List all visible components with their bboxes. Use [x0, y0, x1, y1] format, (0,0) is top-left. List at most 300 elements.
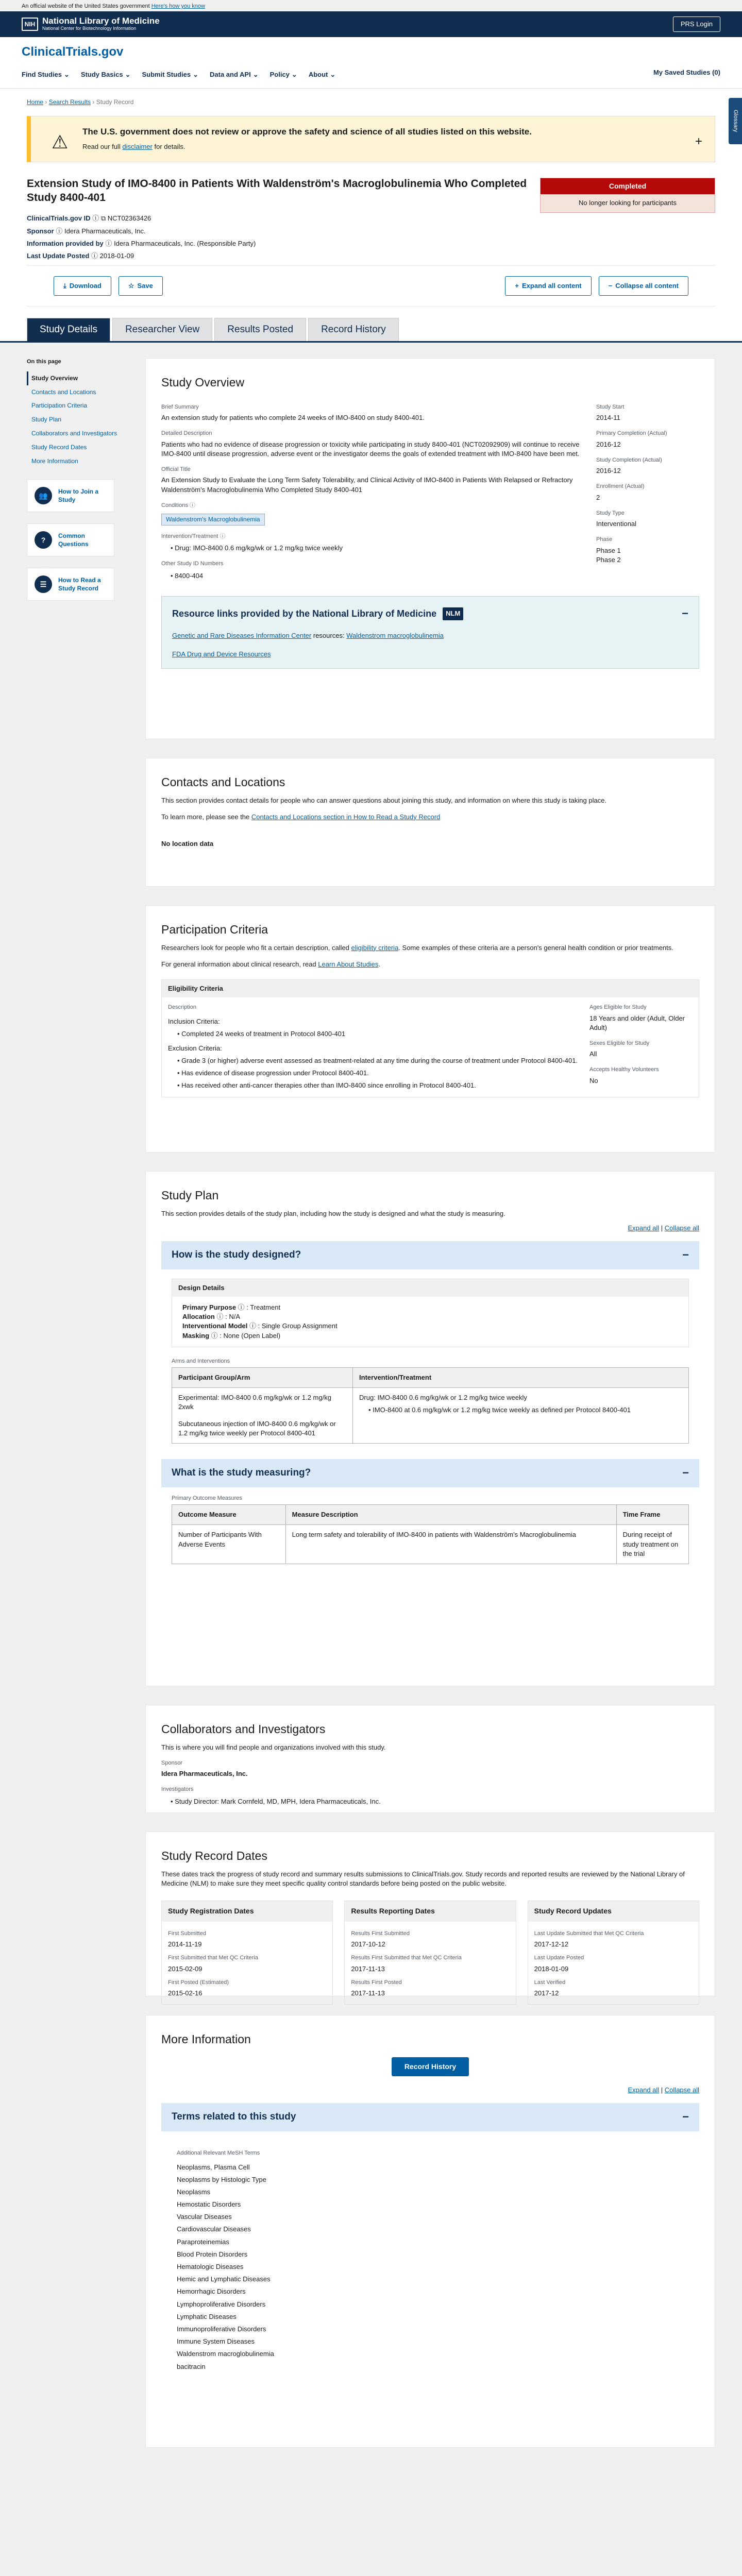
date-value: 2017-12-12	[534, 1940, 569, 1948]
list-item: Neoplasms, Plasma Cell	[177, 2163, 250, 2171]
list-item: Hemostatic Disorders	[177, 2200, 241, 2209]
exclusion-item: • Has received other anti-cancer therapies other than IMO-8400 since enrolling in Protocol 8400-401.	[177, 1081, 476, 1090]
nlm-logo-icon: NLM	[443, 607, 463, 620]
plan-intro: This section provides details of the study plan, including how the study is designed and what the study is measuring.	[161, 1209, 505, 1217]
table-header: Time Frame	[616, 1505, 688, 1525]
terms-list	[161, 2131, 699, 2382]
alert-body-suffix: for details.	[154, 142, 185, 150]
info-icon[interactable]: ⓘ	[91, 251, 98, 260]
nav-find-studies[interactable]	[22, 70, 70, 79]
date-value: 2014-11-19	[168, 1940, 202, 1948]
nav-label: Policy	[269, 70, 290, 78]
saved-studies-link[interactable]: My Saved Studies (0)	[653, 69, 720, 76]
date-value: 2015-02-16	[168, 1989, 203, 1997]
exclusion-label: Exclusion Criteria:	[168, 1044, 222, 1052]
help-join-study[interactable]	[27, 479, 114, 512]
help-label: Common Questions	[58, 532, 89, 548]
design-value: None (Open Label)	[223, 1331, 281, 1340]
field-label: Arms and Interventions	[172, 1358, 230, 1364]
table-cell	[172, 1388, 353, 1444]
question-icon: ?	[35, 531, 52, 549]
gov-banner-text: An official website of the United States government	[22, 3, 150, 9]
record-history-button[interactable]: Record History	[392, 2057, 469, 2077]
sidenav-item-more[interactable]: More Information	[31, 457, 78, 465]
arm-intervention-item: • IMO-8400 at 0.6 mg/kg/wk or 1.2 mg/kg twice weekly as defined per Protocol 8400-401	[368, 1406, 631, 1414]
arms-table	[172, 1367, 689, 1444]
field-value: 2014-11	[596, 413, 620, 421]
date-column-title: Study Registration Dates	[162, 1901, 332, 1922]
terms-accordion[interactable]	[161, 2103, 699, 2131]
investigator-text: Study Director: Mark Cornfeld, MD, MPH, Idera Pharmaceuticals, Inc.	[175, 1797, 381, 1805]
contacts-intro: This section provides contact details for people who can answer questions about joining this study, and information on where this study is taking place.	[161, 796, 607, 804]
measure-heading: What is the study measuring?	[172, 1467, 311, 1479]
disclaimer-link[interactable]: disclaimer	[122, 142, 153, 150]
chevron-down-icon: ⌄	[125, 70, 131, 78]
official-title: An Extension Study to Evaluate the Long Term Safety Tolerability, and Clinical Activity of IMO-8400 in Patients With Relapsed or Refractory Waldenström's Macroglobulinemia Who Completed Study 8400-401	[161, 476, 573, 494]
field-label: Additional Relevant MeSH Terms	[177, 2150, 260, 2157]
date-value: 2017-12	[534, 1989, 559, 1997]
date-column-body	[345, 1922, 515, 2005]
list-item: bacitracin	[177, 2362, 206, 2370]
arm-intervention: Drug: IMO-8400 0.6 mg/kg/wk or 1.2 mg/kg twice weekly	[359, 1394, 527, 1402]
list-item: Lymphatic Diseases	[177, 2312, 237, 2320]
collapse-all-link[interactable]: Collapse all	[664, 2086, 699, 2094]
field-label: Sexes Eligible for Study	[589, 1040, 650, 1046]
sidenav-item-dates[interactable]: Study Record Dates	[31, 443, 87, 451]
status-badge	[540, 178, 715, 213]
section-heading: More Information	[161, 2032, 251, 2046]
info-icon[interactable]: ⓘ	[92, 214, 99, 223]
expand-all-button[interactable]	[505, 276, 591, 296]
collaborators-section	[145, 1705, 715, 1813]
nav-about[interactable]	[309, 70, 335, 79]
field-value: Phase 2	[596, 556, 621, 564]
nav-label: Find Studies	[22, 70, 62, 78]
eligibility-link[interactable]: eligibility criteria	[351, 943, 399, 952]
sidenav	[27, 358, 145, 2576]
overview-left	[161, 396, 581, 581]
plan-expand-collapse: Expand all | Collapse all	[628, 1224, 699, 1232]
section-heading: Collaborators and Investigators	[161, 1722, 326, 1736]
field-value: All	[589, 1050, 597, 1058]
contacts-learn	[161, 812, 699, 822]
expand-collapse-group	[505, 276, 688, 296]
collapse-label: Collapse all content	[615, 281, 679, 290]
other-id-item: • 8400-404	[171, 571, 204, 580]
collapse-minus-icon: −	[682, 2110, 689, 2124]
list-item: Waldenstrom macroglobulinemia	[177, 2350, 274, 2358]
expand-all-link[interactable]: Expand all	[628, 2086, 660, 2094]
ct-header	[0, 37, 742, 89]
design-accordion[interactable]	[161, 1241, 699, 1269]
intervention-label: Intervention/Treatment	[161, 533, 218, 539]
field-label: Other Study ID Numbers	[161, 561, 224, 567]
field-value: No	[589, 1076, 598, 1084]
field-label: Primary Outcome Measures	[172, 1495, 242, 1501]
nlm-logo[interactable]	[22, 16, 160, 32]
collapse-all-button[interactable]	[599, 276, 688, 296]
plus-icon: +	[515, 281, 519, 290]
design-label: Interventional Model	[182, 1322, 248, 1330]
nav-submit-studies[interactable]	[142, 70, 198, 79]
save-icon: ☆	[128, 281, 134, 290]
study-meta	[27, 214, 715, 261]
sponsor-row	[27, 227, 715, 236]
learn-about-studies-link[interactable]: Learn About Studies	[318, 960, 379, 968]
sidenav-heading: On this page	[27, 359, 61, 365]
design-row: Primary Purpose ⓘ : Treatment	[182, 1303, 281, 1311]
date-value: 2017-10-12	[351, 1940, 385, 1948]
list-item: Blood Protein Disorders	[177, 2250, 248, 2258]
list-item: Vascular Diseases	[177, 2213, 232, 2221]
investigator-item: • Study Director: Mark Cornfeld, MD, MPH, Idera Pharmaceuticals, Inc.	[171, 1797, 381, 1805]
chevron-down-icon: ⌄	[64, 70, 70, 78]
table-header: Intervention/Treatment	[353, 1368, 689, 1388]
last-update-label: Last Update Posted	[27, 251, 90, 260]
arm-intervention-text: IMO-8400 at 0.6 mg/kg/wk or 1.2 mg/kg twice weekly as defined per Protocol 8400-401	[373, 1406, 631, 1414]
arm-description: Subcutaneous injection of IMO-8400 0.6 mg/kg/wk or 1.2 mg/kg twice weekly per Protocol 8400-401	[178, 1419, 336, 1437]
field-label: Brief Summary	[161, 403, 199, 410]
table-header: Measure Description	[285, 1505, 616, 1525]
info-icon[interactable]: ⓘ	[238, 1303, 245, 1311]
eligibility-heading: Eligibility Criteria	[162, 980, 699, 997]
date-column-body	[162, 1922, 332, 2005]
more-expand-collapse: Expand all | Collapse all	[628, 2086, 699, 2094]
fda-link[interactable]: FDA Drug and Device Resources	[172, 650, 271, 658]
date-label: Results First Posted	[351, 1979, 402, 1986]
alert-title: The U.S. government does not review or approve the safety and science of all studies listed on this website.	[82, 126, 532, 137]
sidenav-item-contacts[interactable]: Contacts and Locations	[31, 388, 96, 396]
glossary-tab[interactable]: Glossary	[729, 98, 742, 144]
field-label: Study Type	[596, 510, 625, 516]
date-value: 2018-01-09	[534, 1964, 569, 1973]
resource-heading-text: Resource links provided by the National Library of Medicine	[172, 608, 437, 619]
waldenstrom-link[interactable]: Waldenstrom macroglobulinemia	[346, 631, 444, 639]
design-row: Allocation ⓘ : N/A	[182, 1313, 240, 1321]
section-heading: Participation Criteria	[161, 923, 268, 937]
field-label: Enrollment (Actual)	[596, 483, 645, 490]
info-icon[interactable]: ⓘ	[105, 239, 112, 247]
info-icon[interactable]: ⓘ	[56, 227, 63, 235]
chevron-down-icon: ⌄	[252, 70, 259, 78]
date-label: First Submitted that Met QC Criteria	[168, 1955, 258, 1961]
section-heading: Contacts and Locations	[161, 775, 285, 789]
design-row: Masking ⓘ : None (Open Label)	[182, 1331, 281, 1340]
brief-summary: An extension study for patients who complete 24 weeks of IMO-8400 on study 8400-401.	[161, 413, 425, 421]
list-item: Hematologic Diseases	[177, 2263, 244, 2271]
expand-label: Expand all content	[522, 281, 582, 290]
eligibility-body	[162, 997, 699, 1097]
terms-heading: Terms related to this study	[172, 2111, 296, 2123]
study-header	[0, 162, 742, 265]
last-update-value: 2018-01-09	[99, 251, 134, 260]
table-header: Participant Group/Arm	[172, 1368, 353, 1388]
info-icon[interactable]: ⓘ	[249, 1322, 257, 1330]
section-heading: Study Overview	[161, 376, 245, 389]
design-details-body	[172, 1297, 688, 1347]
tab-record-history[interactable]: Record History	[308, 318, 399, 342]
resource-heading	[172, 606, 688, 622]
info-provided-label: Information provided by	[27, 239, 104, 247]
field-label	[161, 533, 581, 540]
nav-study-basics[interactable]	[81, 70, 131, 79]
detailed-description: Patients who had no evidence of disease progression or toxicity while participating in study 8400-401 (NCT02092909) will continue to receive IMO-8400 until disease progression, adverse event or the investigator deems the goals of extended treatment with IMO-8400 have been met.	[161, 440, 580, 457]
design-row: Interventional Model ⓘ : Single Group Assignment	[182, 1322, 338, 1330]
field-label: Accepts Healthy Volunteers	[589, 1066, 659, 1073]
table-cell: During receipt of study treatment on the trial	[616, 1525, 688, 1564]
date-column-title: Results Reporting Dates	[345, 1901, 515, 1922]
action-bar	[27, 265, 715, 307]
expand-all-link[interactable]: Expand all	[628, 1224, 660, 1232]
exclusion-text: Has evidence of disease progression under Protocol 8400-401.	[181, 1069, 369, 1077]
date-label: First Submitted	[168, 1930, 206, 1937]
overview-right	[596, 396, 699, 581]
download-label: Download	[69, 281, 102, 290]
outcome-table	[172, 1504, 689, 1564]
table-row	[172, 1388, 689, 1444]
other-id: 8400-404	[175, 571, 204, 580]
list-item: Cardiovascular Diseases	[177, 2225, 251, 2233]
sidenav-item-collaborators[interactable]: Collaborators and Investigators	[31, 429, 117, 437]
field-value: 2016-12	[596, 440, 621, 448]
info-icon[interactable]: ⓘ	[190, 502, 196, 509]
inclusion-item: • Completed 24 weeks of treatment in Protocol 8400-401	[177, 1029, 346, 1038]
help-label: How to Join a Study	[58, 487, 98, 504]
status-label: Completed	[541, 178, 715, 195]
save-label: Save	[137, 281, 153, 290]
collapse-minus-icon: −	[682, 1466, 689, 1480]
date-column	[528, 1901, 699, 2005]
list-item: Immunoproliferative Disorders	[177, 2325, 266, 2333]
resource-line	[172, 631, 688, 640]
nlm-subtitle: National Center for Biotechnology Information	[42, 26, 137, 31]
criteria-general	[161, 960, 699, 969]
record-dates-section	[145, 1832, 715, 1996]
arms-block	[161, 1358, 699, 1444]
collab-sponsor: Idera Pharmaceuticals, Inc.	[161, 1770, 248, 1778]
eligibility-right	[589, 1004, 693, 1091]
field-label: Description	[168, 1004, 197, 1011]
arm-name: Experimental: IMO-8400 0.6 mg/kg/wk or 1.2 mg/kg 2xwk	[178, 1394, 331, 1411]
criteria-intro-prefix: Researchers look for people who fit a certain description, called	[161, 943, 349, 952]
alert-body-prefix: Read our full	[82, 142, 121, 150]
nav-label: Submit Studies	[142, 70, 191, 78]
design-heading: How is the study designed?	[172, 1249, 301, 1261]
minus-icon: −	[608, 281, 613, 290]
intervention-text: Drug: IMO-8400 0.6 mg/kg/wk or 1.2 mg/kg twice weekly	[175, 544, 343, 552]
tab-results-posted[interactable]: Results Posted	[214, 318, 306, 342]
info-provided-row	[27, 239, 715, 248]
help-read-record[interactable]	[27, 568, 114, 601]
list-item: Lymphoproliferative Disorders	[177, 2300, 266, 2308]
help-common-questions[interactable]	[27, 523, 114, 556]
list-item: Hemic and Lymphatic Diseases	[177, 2275, 271, 2283]
contacts-learn-prefix: To learn more, please see the	[161, 812, 250, 821]
intervention-item: • Drug: IMO-8400 0.6 mg/kg/wk or 1.2 mg/kg twice weekly	[171, 544, 343, 552]
content	[145, 358, 715, 2576]
contacts-learn-link[interactable]: Contacts and Locations section in How to Read a Study Record	[251, 812, 441, 821]
inclusion-label: Inclusion Criteria:	[168, 1017, 220, 1025]
design-label: Primary Purpose	[182, 1303, 237, 1311]
copy-icon[interactable]: ⧉	[100, 214, 106, 223]
chevron-down-icon: ⌄	[330, 70, 336, 78]
date-label: Last Update Posted	[534, 1955, 584, 1961]
tab-study-details[interactable]: Study Details	[27, 318, 110, 342]
field-value: 18 Years and older (Adult, Older Adult)	[589, 1014, 685, 1031]
download-icon: ⤓	[63, 281, 66, 290]
sidenav-item-overview[interactable]: Study Overview	[27, 371, 145, 385]
date-label: First Posted (Estimated)	[168, 1979, 229, 1986]
field-value: 2	[596, 493, 600, 501]
field-label: Study Completion (Actual)	[596, 456, 662, 463]
criteria-general-suffix: .	[378, 960, 380, 968]
nlm-title: National Library of Medicine	[42, 16, 160, 26]
list-item: Paraproteinemias	[177, 2238, 229, 2246]
date-column	[161, 1901, 333, 2005]
field-label: Sponsor	[161, 1759, 182, 1766]
dates-intro: These dates track the progress of study record and summary results submissions to ClinicalTrials.gov. Study records and reported results are reviewed by the National Library of Medicine (NLM) to make sure they meet specific quality control standards before being posted on the public website.	[161, 1870, 685, 1887]
criteria-intro	[161, 943, 699, 953]
conditions-label: Conditions	[161, 502, 188, 509]
sponsor-label: Sponsor	[27, 227, 54, 235]
overview-body	[161, 396, 699, 581]
nav-label: Data and API	[210, 70, 251, 78]
table-row	[172, 1525, 689, 1564]
fda-line	[172, 650, 688, 659]
expand-plus-icon[interactable]: +	[695, 134, 702, 148]
people-icon: 👥	[35, 487, 52, 504]
info-icon[interactable]: ⓘ	[220, 533, 226, 539]
date-column-body	[528, 1922, 699, 2005]
criteria-general-prefix: For general information about clinical research, read	[161, 960, 316, 968]
nlm-header	[0, 11, 742, 37]
field-label: Official Title	[161, 466, 191, 472]
criteria-section	[145, 905, 715, 1153]
design-value: N/A	[229, 1313, 240, 1321]
eligibility-description	[168, 1004, 579, 1091]
nlm-resource-box	[161, 596, 699, 669]
nav-policy[interactable]	[270, 70, 297, 79]
exclusion-text: Grade 3 (or higher) adverse event assessed as treatment-related at any time during the course of treatment under Protocol 8400-401.	[181, 1057, 578, 1065]
table-cell: Number of Participants With Adverse Events	[172, 1525, 286, 1564]
chevron-down-icon: ⌄	[193, 70, 198, 78]
last-update-row	[27, 251, 715, 261]
breadcrumb: Home › Search Results › Study Record	[27, 98, 134, 106]
field-value: Interventional	[596, 520, 637, 528]
study-plan-section	[145, 1171, 715, 1686]
contacts-section	[145, 758, 715, 887]
field-label: Study Start	[596, 403, 625, 410]
eligibility-box	[161, 979, 699, 1097]
info-provided-value: Idera Pharmaceuticals, Inc. (Responsible Party)	[114, 239, 256, 247]
collapse-minus-icon[interactable]: −	[682, 607, 688, 620]
alert-body	[82, 142, 702, 151]
download-button[interactable]	[54, 276, 111, 296]
condition-tag[interactable]: Waldenstrom's Macroglobulinemia	[161, 514, 265, 526]
criteria-intro-suffix: . Some examples of these criteria are a person's general health condition or prior treatments.	[398, 943, 673, 952]
table-header: Outcome Measure	[172, 1505, 286, 1525]
date-label: Results First Submitted	[351, 1930, 410, 1937]
info-icon[interactable]: ⓘ	[216, 1313, 224, 1321]
date-value: 2015-02-09	[168, 1964, 203, 1973]
collapse-all-link[interactable]: Collapse all	[664, 1224, 699, 1232]
nav-label: About	[308, 70, 328, 78]
table-cell	[353, 1388, 689, 1444]
date-label: Last Update Submitted that Met QC Criteria	[534, 1930, 644, 1937]
gov-banner	[0, 0, 742, 11]
chevron-down-icon: ⌄	[291, 70, 297, 78]
info-icon[interactable]: ⓘ	[211, 1331, 218, 1340]
sidenav-item-plan[interactable]: Study Plan	[31, 416, 62, 423]
document-icon: ☰	[35, 575, 52, 593]
design-value: Single Group Assignment	[261, 1322, 338, 1330]
nih-logo-icon: NIH	[22, 18, 38, 31]
breadcrumb-home[interactable]: Home	[27, 98, 44, 106]
help-label: How to Read a Study Record	[58, 576, 101, 592]
dates-columns	[161, 1901, 699, 2005]
breadcrumb-search-results[interactable]: Search Results	[48, 98, 91, 106]
exclusion-item: • Grade 3 (or higher) adverse event assessed as treatment-related at any time during the course of treatment under Protocol 8400-401.	[177, 1057, 578, 1065]
sidenav-item-criteria[interactable]: Participation Criteria	[31, 402, 88, 410]
study-id: NCT02363426	[107, 214, 151, 223]
collab-intro: This is where you will find people and organizations involved with this study.	[161, 1743, 386, 1751]
date-value: 2017-11-13	[351, 1989, 385, 1997]
nav-data-api[interactable]	[210, 70, 259, 79]
save-button[interactable]	[119, 276, 163, 296]
more-info-section	[145, 2015, 715, 2448]
date-label: Results First Submitted that Met QC Criteria	[351, 1955, 462, 1961]
section-heading: Study Plan	[161, 1189, 219, 1202]
design-details-box	[172, 1279, 689, 1347]
field-label: Detailed Description	[161, 430, 212, 437]
table-cell: Long term safety and tolerability of IMO-8400 in patients with Waldenström's Macroglobulinemia	[285, 1525, 616, 1564]
design-label: Masking	[182, 1331, 210, 1340]
disclaimer-alert	[27, 116, 715, 162]
main-area	[0, 343, 742, 2576]
sponsor-value: Idera Pharmaceuticals, Inc.	[64, 227, 146, 235]
site-title[interactable]: ClinicalTrials.gov	[22, 45, 124, 59]
field-label	[161, 502, 581, 510]
list-item: Neoplasms	[177, 2188, 211, 2196]
prs-login-button[interactable]: PRS Login	[673, 16, 720, 32]
study-title: Extension Study of IMO-8400 in Patients With Waldenström's Macroglobulinemia Who Completed Study 8400-401	[27, 177, 527, 204]
design-details-heading: Design Details	[172, 1279, 688, 1297]
date-label: Last Verified	[534, 1979, 566, 1986]
date-column	[344, 1901, 516, 2005]
nav-label: Study Basics	[80, 70, 123, 78]
measure-accordion[interactable]	[161, 1459, 699, 1487]
field-label: Primary Completion (Actual)	[596, 430, 667, 437]
field-label: Investigators	[161, 1786, 194, 1793]
study-tabs	[0, 318, 742, 343]
field-value: Phase 1	[596, 546, 621, 554]
collapse-minus-icon: −	[682, 1248, 689, 1261]
date-value: 2017-11-13	[351, 1964, 385, 1973]
study-id-row	[27, 214, 715, 223]
study-id-label: ClinicalTrials.gov ID	[27, 214, 91, 223]
section-heading: Study Record Dates	[161, 1849, 267, 1863]
inclusion-text: Completed 24 weeks of treatment in Protocol 8400-401	[181, 1029, 346, 1038]
study-overview-section	[145, 358, 715, 739]
no-location: No location data	[161, 839, 214, 848]
warning-icon: ⚠	[52, 131, 69, 152]
breadcrumb-current: Study Record	[96, 98, 134, 106]
tab-researcher-view[interactable]: Researcher View	[112, 318, 212, 342]
design-value: Treatment	[250, 1303, 281, 1311]
gov-banner-link[interactable]: Here's how you know	[151, 3, 205, 9]
list-item: Neoplasms by Histologic Type	[177, 2175, 266, 2183]
gard-link[interactable]: Genetic and Rare Diseases Information Center	[172, 631, 312, 639]
